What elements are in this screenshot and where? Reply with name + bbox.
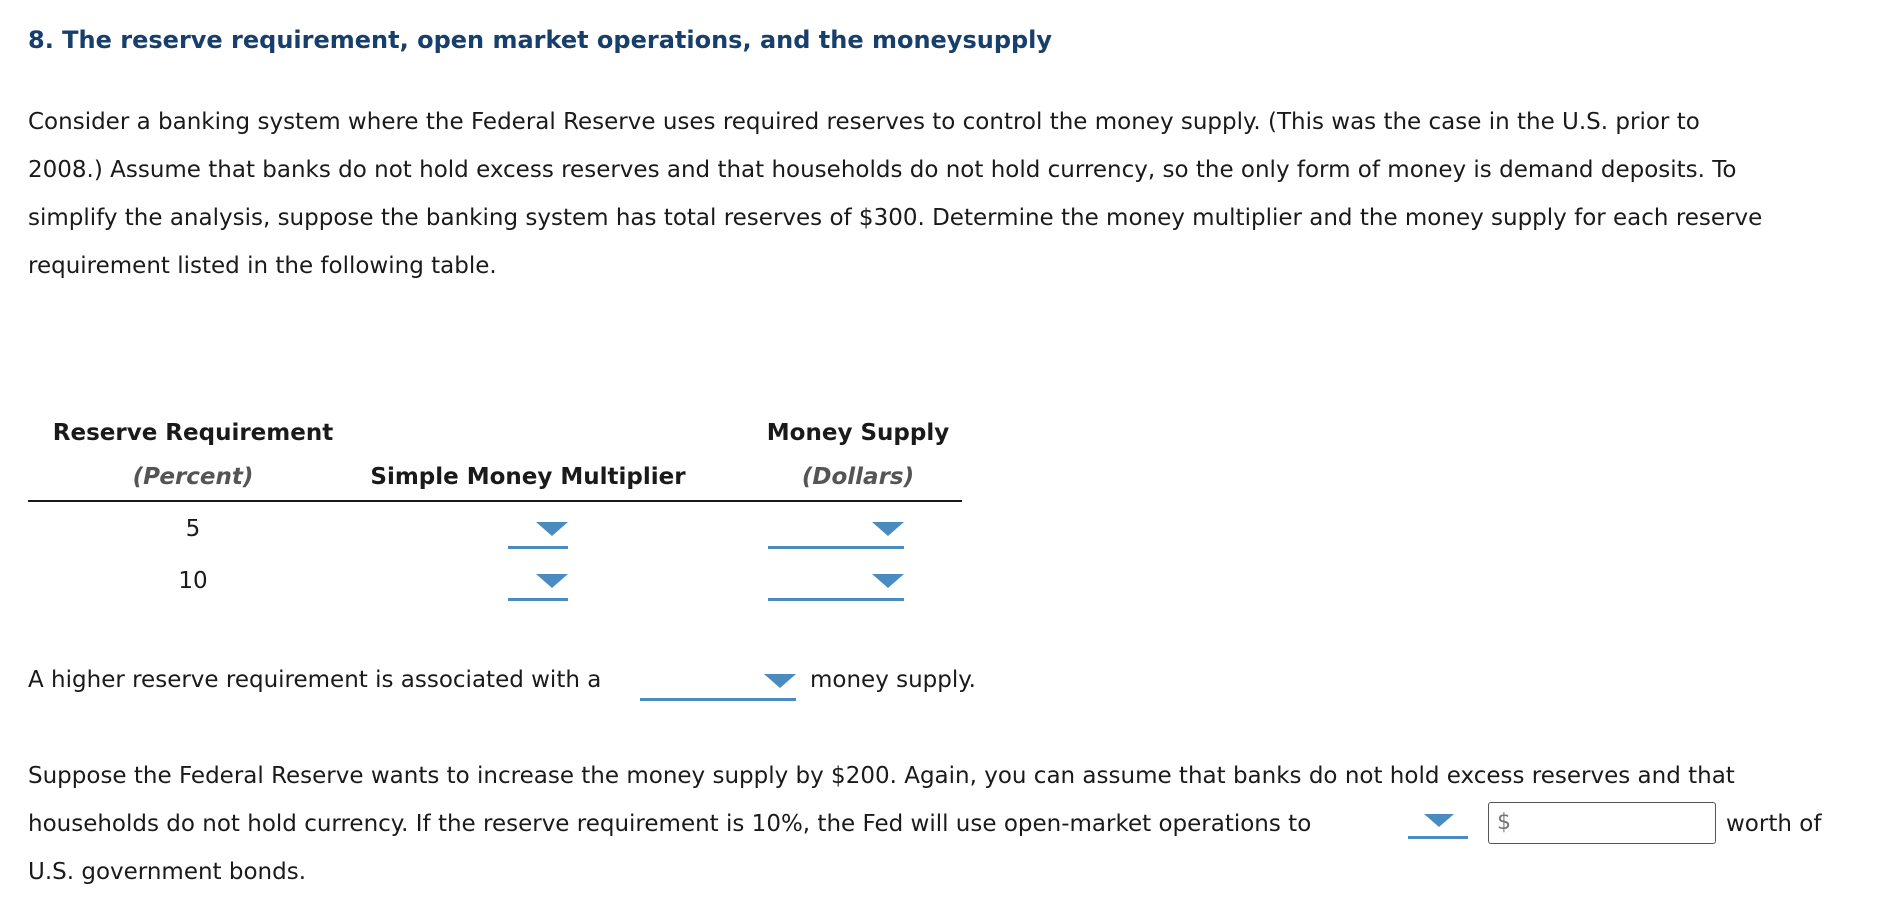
intro-line: requirement listed in the following table. [28, 253, 497, 279]
question-title: 8. The reserve requirement, open market operations, and the moneysupply [28, 26, 1053, 54]
dollar-sign: $ [1497, 810, 1511, 835]
chevron-down-icon [872, 522, 904, 536]
multiplier-dropdown[interactable] [508, 568, 568, 601]
question-container [28, 22, 1868, 885]
money-multiplier-table [28, 390, 962, 606]
intro-line: Consider a banking system where the Federal Reserve uses required reserves to control the money supply. (This was the case in the U.S. prior to [28, 109, 1700, 135]
buy-sell-dropdown[interactable] [1408, 808, 1468, 839]
chevron-down-icon [536, 574, 568, 588]
bond-amount-input[interactable] [1488, 802, 1716, 844]
multiplier-dropdown[interactable] [508, 516, 568, 549]
paragraph-text: worth of [1726, 811, 1822, 837]
open-market-paragraph [28, 752, 1868, 896]
money-supply-dropdown[interactable] [768, 568, 904, 601]
statement-text: A higher reserve requirement is associated with a [28, 667, 602, 693]
table-row [28, 554, 962, 606]
statement-text: money supply. [810, 667, 976, 693]
intro-line: simplify the analysis, suppose the banking system has total reserves of $300. Determine the money multiplier and the money supply for each reserve [28, 205, 1763, 231]
chevron-down-icon [536, 522, 568, 536]
reserve-value: 5 [185, 516, 201, 542]
money-supply-direction-dropdown[interactable] [640, 668, 796, 701]
paragraph-line: U.S. government bonds. [28, 859, 307, 885]
chevron-down-icon [872, 574, 904, 588]
chevron-down-icon [764, 674, 796, 688]
header-unit: (Dollars) [801, 464, 915, 490]
table-row [28, 502, 962, 554]
paragraph-text: households do not hold currency. If the reserve requirement is 10%, the Fed will use open-market operations to [28, 811, 1312, 837]
reserve-value: 10 [178, 568, 208, 594]
intro-paragraph [28, 98, 1868, 290]
intro-line: 2008.) Assume that banks do not hold excess reserves and that households do not hold currency, so the only form of money is demand deposits. To [28, 157, 1737, 183]
header-unit: (Percent) [132, 464, 254, 490]
header-label: Reserve Requirement [52, 420, 334, 446]
paragraph-line: Suppose the Federal Reserve wants to increase the money supply by $200. Again, you can assume that banks do not hold excess reserves and that [28, 763, 1735, 789]
chevron-down-icon [1424, 814, 1454, 827]
paragraph-line [28, 800, 1868, 848]
header-label: Money Supply [766, 420, 950, 446]
money-supply-dropdown[interactable] [768, 516, 904, 549]
header-label: Simple Money Multiplier [370, 464, 686, 490]
table-header [28, 390, 962, 502]
